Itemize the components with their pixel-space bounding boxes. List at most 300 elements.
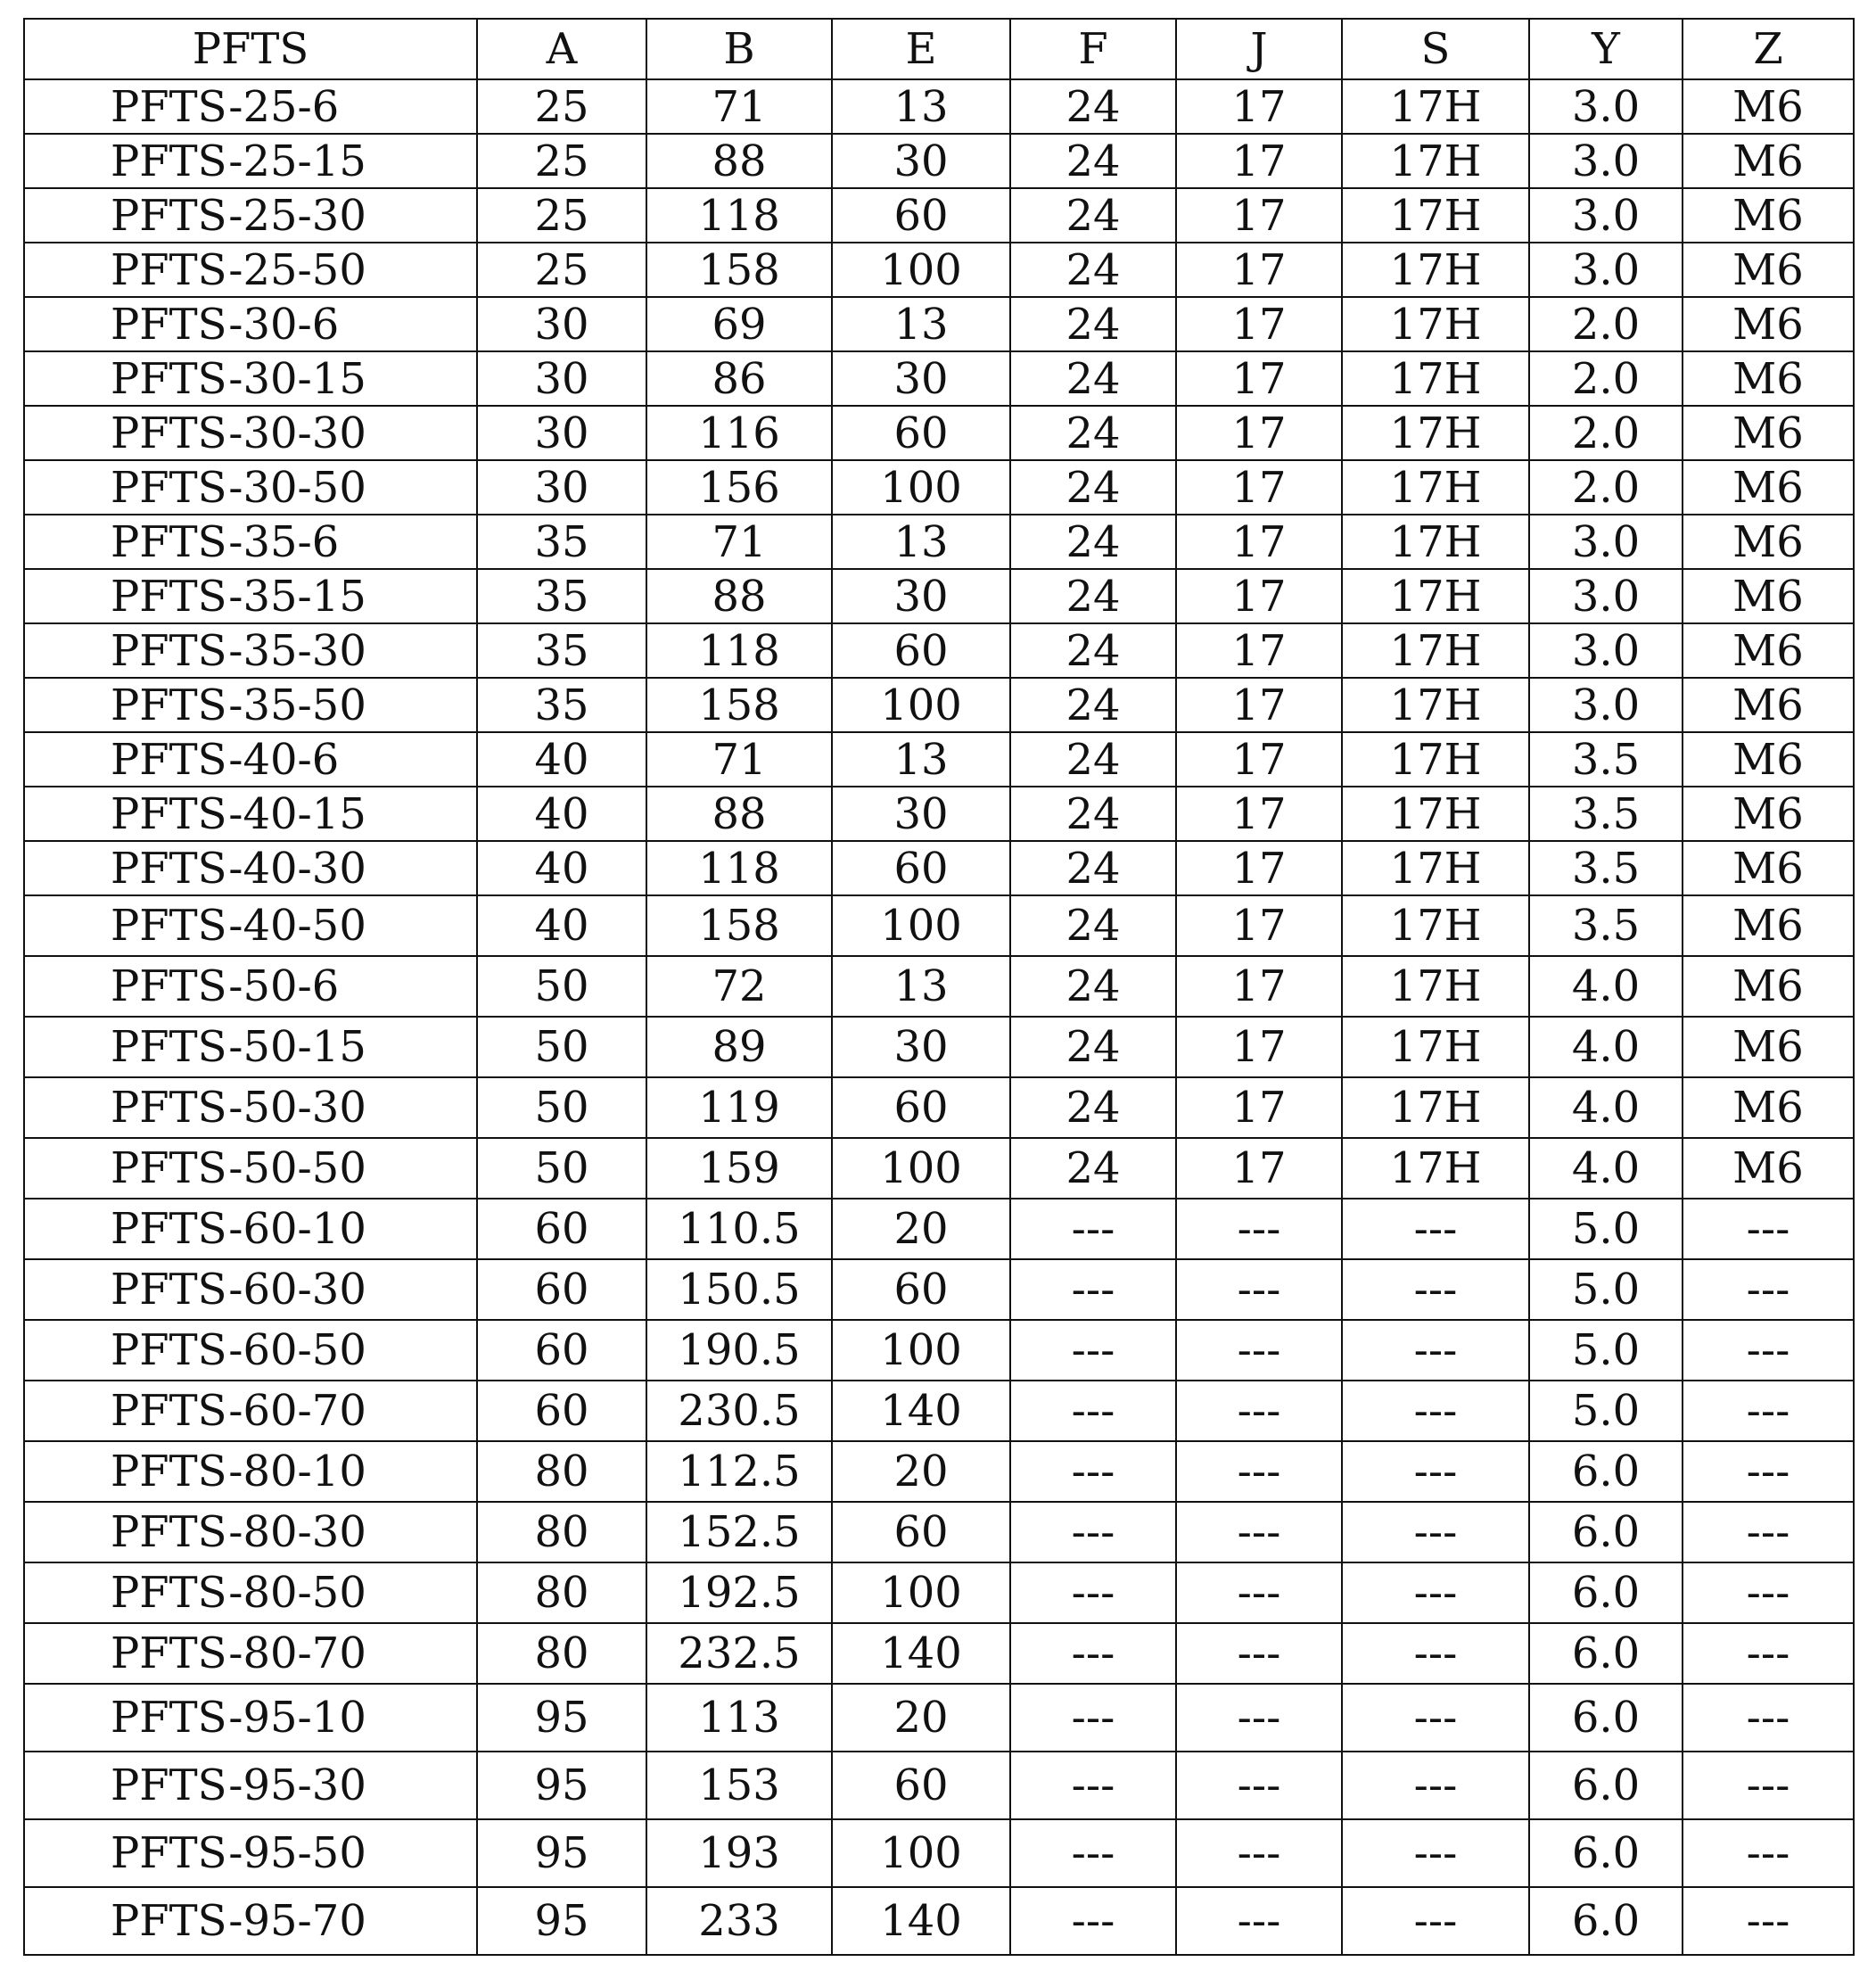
cell-e: 30: [832, 351, 1010, 406]
cell-model: PFTS-25-15: [24, 134, 477, 188]
cell-j: 17: [1176, 297, 1342, 351]
column-header-f: F: [1010, 19, 1176, 79]
cell-y: 2.0: [1529, 351, 1683, 406]
cell-j: 17: [1176, 732, 1342, 787]
table-row: [24, 1887, 1854, 1955]
cell-e: 100: [832, 1819, 1010, 1887]
table-row: [24, 1441, 1854, 1502]
cell-e: 60: [832, 1259, 1010, 1320]
cell-f: ---: [1010, 1502, 1176, 1562]
column-header-a: A: [477, 19, 646, 79]
cell-model: PFTS-25-50: [24, 243, 477, 297]
cell-z: M6: [1683, 895, 1854, 956]
cell-y: 6.0: [1529, 1623, 1683, 1684]
cell-s: ---: [1342, 1887, 1529, 1955]
cell-a: 40: [477, 841, 646, 895]
cell-y: 3.0: [1529, 515, 1683, 569]
cell-a: 40: [477, 895, 646, 956]
cell-f: 24: [1010, 787, 1176, 841]
cell-z: M6: [1683, 243, 1854, 297]
cell-s: ---: [1342, 1320, 1529, 1381]
dimension-spec-table: [23, 18, 1855, 1956]
cell-model: PFTS-30-30: [24, 406, 477, 460]
cell-e: 60: [832, 623, 1010, 678]
cell-e: 100: [832, 1562, 1010, 1623]
cell-a: 80: [477, 1441, 646, 1502]
cell-f: 24: [1010, 956, 1176, 1017]
cell-j: ---: [1176, 1199, 1342, 1259]
cell-s: ---: [1342, 1259, 1529, 1320]
cell-a: 60: [477, 1199, 646, 1259]
cell-f: 24: [1010, 732, 1176, 787]
cell-f: 24: [1010, 460, 1176, 515]
cell-j: 17: [1176, 956, 1342, 1017]
cell-b: 88: [646, 787, 832, 841]
cell-e: 140: [832, 1623, 1010, 1684]
cell-s: 17H: [1342, 134, 1529, 188]
table-row: [24, 1017, 1854, 1077]
cell-j: 17: [1176, 787, 1342, 841]
cell-j: 17: [1176, 460, 1342, 515]
cell-y: 4.0: [1529, 1138, 1683, 1199]
cell-z: M6: [1683, 841, 1854, 895]
table-body: [24, 79, 1854, 1955]
cell-j: ---: [1176, 1502, 1342, 1562]
cell-model: PFTS-80-70: [24, 1623, 477, 1684]
cell-f: 24: [1010, 678, 1176, 732]
cell-model: PFTS-50-15: [24, 1017, 477, 1077]
cell-j: 17: [1176, 188, 1342, 243]
cell-s: 17H: [1342, 787, 1529, 841]
cell-a: 80: [477, 1623, 646, 1684]
cell-model: PFTS-35-15: [24, 569, 477, 623]
cell-f: 24: [1010, 895, 1176, 956]
column-header-j: J: [1176, 19, 1342, 79]
column-header-model: PFTS: [24, 19, 477, 79]
cell-s: ---: [1342, 1623, 1529, 1684]
cell-model: PFTS-80-50: [24, 1562, 477, 1623]
cell-y: 3.5: [1529, 732, 1683, 787]
cell-j: 17: [1176, 569, 1342, 623]
cell-y: 3.5: [1529, 895, 1683, 956]
cell-e: 30: [832, 1017, 1010, 1077]
column-header-s: S: [1342, 19, 1529, 79]
cell-b: 159: [646, 1138, 832, 1199]
cell-y: 6.0: [1529, 1562, 1683, 1623]
cell-j: ---: [1176, 1320, 1342, 1381]
cell-j: 17: [1176, 79, 1342, 134]
cell-b: 71: [646, 732, 832, 787]
cell-b: 110.5: [646, 1199, 832, 1259]
table-row: [24, 1381, 1854, 1441]
cell-model: PFTS-95-10: [24, 1684, 477, 1752]
cell-f: 24: [1010, 841, 1176, 895]
cell-s: ---: [1342, 1562, 1529, 1623]
cell-a: 80: [477, 1502, 646, 1562]
cell-model: PFTS-60-50: [24, 1320, 477, 1381]
cell-f: ---: [1010, 1752, 1176, 1819]
cell-j: 17: [1176, 243, 1342, 297]
cell-j: 17: [1176, 841, 1342, 895]
cell-b: 150.5: [646, 1259, 832, 1320]
cell-model: PFTS-30-6: [24, 297, 477, 351]
cell-s: ---: [1342, 1441, 1529, 1502]
cell-b: 119: [646, 1077, 832, 1138]
cell-b: 232.5: [646, 1623, 832, 1684]
cell-a: 30: [477, 460, 646, 515]
cell-z: M6: [1683, 460, 1854, 515]
table-row: [24, 1819, 1854, 1887]
cell-z: ---: [1683, 1502, 1854, 1562]
cell-f: 24: [1010, 297, 1176, 351]
cell-s: ---: [1342, 1819, 1529, 1887]
cell-b: 118: [646, 841, 832, 895]
cell-s: 17H: [1342, 1017, 1529, 1077]
cell-e: 13: [832, 297, 1010, 351]
cell-b: 230.5: [646, 1381, 832, 1441]
cell-b: 89: [646, 1017, 832, 1077]
cell-a: 35: [477, 623, 646, 678]
cell-y: 5.0: [1529, 1199, 1683, 1259]
cell-y: 6.0: [1529, 1819, 1683, 1887]
table-row: [24, 1077, 1854, 1138]
cell-z: M6: [1683, 297, 1854, 351]
cell-y: 6.0: [1529, 1441, 1683, 1502]
cell-y: 3.0: [1529, 678, 1683, 732]
table-row: [24, 79, 1854, 134]
cell-s: 17H: [1342, 841, 1529, 895]
cell-y: 6.0: [1529, 1684, 1683, 1752]
cell-y: 2.0: [1529, 297, 1683, 351]
table-row: [24, 623, 1854, 678]
cell-model: PFTS-25-30: [24, 188, 477, 243]
cell-j: ---: [1176, 1684, 1342, 1752]
cell-z: M6: [1683, 188, 1854, 243]
cell-e: 60: [832, 188, 1010, 243]
cell-s: ---: [1342, 1502, 1529, 1562]
table-row: [24, 243, 1854, 297]
column-header-b: B: [646, 19, 832, 79]
cell-j: 17: [1176, 895, 1342, 956]
cell-a: 50: [477, 956, 646, 1017]
cell-y: 4.0: [1529, 1017, 1683, 1077]
cell-e: 30: [832, 569, 1010, 623]
table-row: [24, 1562, 1854, 1623]
cell-b: 86: [646, 351, 832, 406]
cell-z: M6: [1683, 134, 1854, 188]
cell-j: ---: [1176, 1441, 1342, 1502]
cell-model: PFTS-40-15: [24, 787, 477, 841]
cell-f: 24: [1010, 1077, 1176, 1138]
cell-b: 158: [646, 243, 832, 297]
cell-s: 17H: [1342, 732, 1529, 787]
cell-y: 3.0: [1529, 134, 1683, 188]
cell-e: 13: [832, 956, 1010, 1017]
cell-z: M6: [1683, 732, 1854, 787]
cell-j: 17: [1176, 406, 1342, 460]
cell-y: 5.0: [1529, 1320, 1683, 1381]
cell-model: PFTS-60-10: [24, 1199, 477, 1259]
cell-e: 60: [832, 1502, 1010, 1562]
cell-e: 60: [832, 841, 1010, 895]
cell-b: 69: [646, 297, 832, 351]
cell-e: 20: [832, 1441, 1010, 1502]
cell-b: 190.5: [646, 1320, 832, 1381]
cell-b: 153: [646, 1752, 832, 1819]
cell-b: 118: [646, 623, 832, 678]
cell-j: 17: [1176, 351, 1342, 406]
cell-z: M6: [1683, 79, 1854, 134]
cell-b: 72: [646, 956, 832, 1017]
cell-b: 192.5: [646, 1562, 832, 1623]
cell-model: PFTS-95-50: [24, 1819, 477, 1887]
cell-z: ---: [1683, 1259, 1854, 1320]
cell-a: 35: [477, 569, 646, 623]
cell-a: 95: [477, 1819, 646, 1887]
cell-b: 152.5: [646, 1502, 832, 1562]
cell-j: ---: [1176, 1623, 1342, 1684]
cell-f: ---: [1010, 1887, 1176, 1955]
cell-a: 60: [477, 1259, 646, 1320]
cell-b: 158: [646, 678, 832, 732]
table-header-row: [24, 19, 1854, 79]
cell-e: 13: [832, 515, 1010, 569]
cell-a: 25: [477, 79, 646, 134]
cell-e: 100: [832, 1138, 1010, 1199]
table-row: [24, 787, 1854, 841]
cell-z: M6: [1683, 515, 1854, 569]
cell-e: 140: [832, 1381, 1010, 1441]
cell-f: ---: [1010, 1819, 1176, 1887]
cell-y: 6.0: [1529, 1502, 1683, 1562]
cell-j: 17: [1176, 1138, 1342, 1199]
cell-b: 88: [646, 569, 832, 623]
cell-f: 24: [1010, 1138, 1176, 1199]
cell-model: PFTS-30-50: [24, 460, 477, 515]
table-row: [24, 351, 1854, 406]
cell-f: 24: [1010, 569, 1176, 623]
table-row: [24, 1623, 1854, 1684]
cell-z: M6: [1683, 623, 1854, 678]
cell-f: 24: [1010, 243, 1176, 297]
cell-model: PFTS-25-6: [24, 79, 477, 134]
cell-b: 113: [646, 1684, 832, 1752]
cell-z: ---: [1683, 1819, 1854, 1887]
cell-z: ---: [1683, 1752, 1854, 1819]
cell-j: 17: [1176, 678, 1342, 732]
cell-y: 3.5: [1529, 841, 1683, 895]
cell-z: M6: [1683, 1017, 1854, 1077]
cell-a: 50: [477, 1017, 646, 1077]
cell-e: 100: [832, 1320, 1010, 1381]
table-row: [24, 1259, 1854, 1320]
cell-y: 4.0: [1529, 956, 1683, 1017]
table-row: [24, 1138, 1854, 1199]
cell-a: 95: [477, 1684, 646, 1752]
cell-z: ---: [1683, 1381, 1854, 1441]
cell-j: ---: [1176, 1562, 1342, 1623]
cell-z: ---: [1683, 1320, 1854, 1381]
cell-s: 17H: [1342, 1138, 1529, 1199]
cell-b: 71: [646, 515, 832, 569]
cell-e: 100: [832, 678, 1010, 732]
cell-a: 50: [477, 1138, 646, 1199]
cell-s: ---: [1342, 1752, 1529, 1819]
cell-j: 17: [1176, 623, 1342, 678]
cell-a: 25: [477, 188, 646, 243]
cell-z: M6: [1683, 1138, 1854, 1199]
cell-a: 40: [477, 787, 646, 841]
cell-e: 60: [832, 1077, 1010, 1138]
cell-model: PFTS-50-6: [24, 956, 477, 1017]
cell-e: 13: [832, 732, 1010, 787]
cell-e: 100: [832, 243, 1010, 297]
cell-j: 17: [1176, 1077, 1342, 1138]
table-row: [24, 1684, 1854, 1752]
table-row: [24, 406, 1854, 460]
cell-f: 24: [1010, 515, 1176, 569]
cell-model: PFTS-40-50: [24, 895, 477, 956]
cell-z: ---: [1683, 1199, 1854, 1259]
cell-b: 88: [646, 134, 832, 188]
cell-y: 6.0: [1529, 1752, 1683, 1819]
cell-f: 24: [1010, 134, 1176, 188]
cell-model: PFTS-60-70: [24, 1381, 477, 1441]
cell-f: ---: [1010, 1199, 1176, 1259]
cell-y: 6.0: [1529, 1887, 1683, 1955]
cell-j: 17: [1176, 134, 1342, 188]
cell-z: M6: [1683, 351, 1854, 406]
cell-s: 17H: [1342, 188, 1529, 243]
cell-f: ---: [1010, 1441, 1176, 1502]
cell-e: 13: [832, 79, 1010, 134]
cell-e: 60: [832, 1752, 1010, 1819]
cell-model: PFTS-95-30: [24, 1752, 477, 1819]
cell-z: M6: [1683, 569, 1854, 623]
cell-model: PFTS-95-70: [24, 1887, 477, 1955]
cell-a: 25: [477, 243, 646, 297]
cell-z: M6: [1683, 406, 1854, 460]
cell-s: 17H: [1342, 569, 1529, 623]
table-row: [24, 569, 1854, 623]
cell-z: ---: [1683, 1887, 1854, 1955]
table-row: [24, 188, 1854, 243]
cell-y: 3.0: [1529, 623, 1683, 678]
cell-b: 116: [646, 406, 832, 460]
cell-j: 17: [1176, 515, 1342, 569]
table-row: [24, 678, 1854, 732]
cell-e: 140: [832, 1887, 1010, 1955]
cell-s: 17H: [1342, 515, 1529, 569]
cell-e: 20: [832, 1199, 1010, 1259]
table-row: [24, 1752, 1854, 1819]
table-row: [24, 134, 1854, 188]
column-header-y: Y: [1529, 19, 1683, 79]
cell-model: PFTS-35-50: [24, 678, 477, 732]
cell-y: 5.0: [1529, 1259, 1683, 1320]
cell-s: ---: [1342, 1199, 1529, 1259]
cell-y: 3.5: [1529, 787, 1683, 841]
cell-y: 2.0: [1529, 460, 1683, 515]
cell-a: 35: [477, 515, 646, 569]
cell-e: 100: [832, 460, 1010, 515]
cell-a: 25: [477, 134, 646, 188]
cell-f: 24: [1010, 79, 1176, 134]
cell-a: 60: [477, 1320, 646, 1381]
cell-j: ---: [1176, 1752, 1342, 1819]
cell-model: PFTS-40-30: [24, 841, 477, 895]
cell-s: 17H: [1342, 351, 1529, 406]
cell-s: 17H: [1342, 895, 1529, 956]
table-row: [24, 841, 1854, 895]
table-row: [24, 515, 1854, 569]
cell-model: PFTS-50-50: [24, 1138, 477, 1199]
cell-model: PFTS-60-30: [24, 1259, 477, 1320]
table-row: [24, 460, 1854, 515]
cell-a: 30: [477, 406, 646, 460]
cell-a: 35: [477, 678, 646, 732]
cell-f: ---: [1010, 1259, 1176, 1320]
cell-model: PFTS-80-10: [24, 1441, 477, 1502]
cell-a: 95: [477, 1887, 646, 1955]
cell-z: ---: [1683, 1441, 1854, 1502]
table-row: [24, 732, 1854, 787]
table-row: [24, 895, 1854, 956]
cell-z: ---: [1683, 1562, 1854, 1623]
cell-model: PFTS-35-30: [24, 623, 477, 678]
cell-b: 118: [646, 188, 832, 243]
column-header-z: Z: [1683, 19, 1854, 79]
cell-f: ---: [1010, 1623, 1176, 1684]
cell-a: 60: [477, 1381, 646, 1441]
cell-model: PFTS-30-15: [24, 351, 477, 406]
cell-e: 30: [832, 787, 1010, 841]
cell-j: 17: [1176, 1017, 1342, 1077]
cell-f: ---: [1010, 1684, 1176, 1752]
cell-a: 30: [477, 297, 646, 351]
cell-z: M6: [1683, 956, 1854, 1017]
cell-f: 24: [1010, 623, 1176, 678]
cell-f: ---: [1010, 1320, 1176, 1381]
cell-b: 158: [646, 895, 832, 956]
cell-b: 71: [646, 79, 832, 134]
cell-b: 193: [646, 1819, 832, 1887]
table-row: [24, 1199, 1854, 1259]
cell-b: 112.5: [646, 1441, 832, 1502]
cell-s: 17H: [1342, 243, 1529, 297]
cell-model: PFTS-40-6: [24, 732, 477, 787]
cell-a: 40: [477, 732, 646, 787]
cell-y: 4.0: [1529, 1077, 1683, 1138]
cell-f: 24: [1010, 188, 1176, 243]
cell-j: ---: [1176, 1381, 1342, 1441]
cell-z: ---: [1683, 1623, 1854, 1684]
cell-f: ---: [1010, 1562, 1176, 1623]
cell-f: 24: [1010, 1017, 1176, 1077]
cell-a: 80: [477, 1562, 646, 1623]
cell-s: 17H: [1342, 79, 1529, 134]
column-header-e: E: [832, 19, 1010, 79]
cell-f: 24: [1010, 351, 1176, 406]
cell-a: 30: [477, 351, 646, 406]
cell-model: PFTS-50-30: [24, 1077, 477, 1138]
cell-y: 5.0: [1529, 1381, 1683, 1441]
cell-b: 233: [646, 1887, 832, 1955]
cell-s: 17H: [1342, 297, 1529, 351]
table-row: [24, 297, 1854, 351]
cell-e: 30: [832, 134, 1010, 188]
cell-y: 2.0: [1529, 406, 1683, 460]
